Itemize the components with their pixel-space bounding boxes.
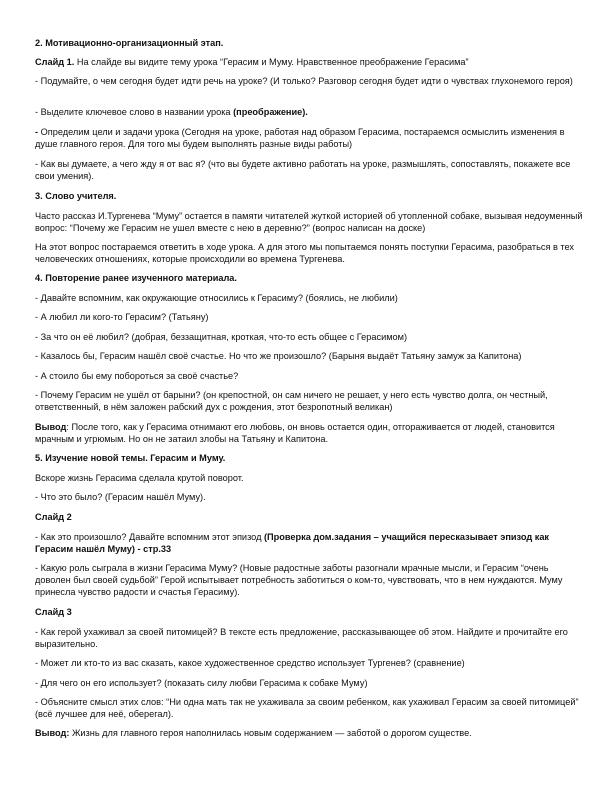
slide-3-question-3: - Для чего он его использует? (показать силу любви Герасима к собаке Муму) [35, 678, 368, 688]
conclusion-review: Вывод: После того, как у Герасима отнимают его любовь, он вновь остается один, отгораживается от людей, становится мрачным и угрюмым. Но он не затаил злобы на Татьяну и Капитона. [35, 422, 555, 445]
teacher-answer-paragraph: На этот вопрос постараемся ответить в ходе урока. А для этого мы попытаемся понять поступки Герасима, разобраться в тех человеческих отношениях, которые происходили во времена Тургенева. [35, 242, 575, 265]
slide-3-question-2: - Может ли кто-то из вас сказать, какое художественное средство использует Тургенев? (сравнение) [35, 658, 465, 668]
slide-3-question-4: - Объясните смысл этих слов: “Ни одна мать так не ухаживала за своим ребенком, как ухаживал Герасим за своей питомицей” (всё лучшее для неё, оберегал). [35, 697, 579, 720]
new-topic-question: - Что это было? (Герасим нашёл Муму). [35, 492, 206, 502]
section-heading-motivation: 2. Мотивационно-организационный этап. [35, 38, 224, 48]
question-lesson-topic: - Подумайте, о чем сегодня будет идти речь на уроке? (И только? Разговор сегодня будет идти о чувствах глухонемого героя) [35, 76, 573, 86]
section-heading-teacher-word: 3. Слово учителя. [35, 191, 117, 201]
review-question-1: - Давайте вспомним, как окружающие относились к Герасиму? (боялись, не любили) [35, 293, 398, 303]
new-topic-intro: Вскоре жизнь Герасима сделала крутой поворот. [35, 473, 244, 483]
teacher-intro-paragraph: Часто рассказ И.Тургенева “Муму” остается в памяти читателей жуткой историей об утопленной собаке, вызывая недоуменный вопрос: “Почему же Герасим не ушел вместе с нею в деревню?” (вопрос написан на доске) [35, 211, 583, 234]
slide-3-question-1: - Как герой ухаживал за своей питомицей? В тексте есть предложение, рассказывающее об этом. Найдите и прочитайте его выразительно. [35, 627, 568, 650]
final-conclusion: Вывод: Жизнь для главного героя наполнилась новым содержанием — заботой о дорогом существе. [35, 728, 472, 738]
teacher-expectations-paragraph: - Как вы думаете, а чего жду я от вас я? (что вы будете активно работать на уроке, размышлять, сопоставлять, покажете все свои умения). [35, 159, 571, 182]
section-heading-review: 4. Повторение ранее изученного материала. [35, 273, 237, 283]
review-question-6: - Почему Герасим не ушёл от барыни? (он крепостной, он сам ничего не решает, у него есть чувство долга, он честный, ответственный, в нём заложен рабский дух с рождения, этот безропотный великан) [35, 390, 548, 413]
mumu-role-paragraph: - Какую роль сыграла в жизни Герасима Муму? (Новые радостные заботы разогнали мрачные мысли, и Герасим “очень доволен был своей судьбой” Герой испытывает потребность заботиться о ком-то, чувствовать, что в нем нуждаются. Муму принесла чувство радости и счастья Герасиму). [35, 563, 563, 598]
review-question-5: - А стоило бы ему побороться за своё счастье? [35, 371, 239, 381]
lesson-goals-paragraph: - Определим цели и задачи урока (Сегодня на уроке, работая над образом Герасима, постараемся осмыслить изменения в душе главного героя. Для того мы будем выполнять разные виды работы) [35, 127, 565, 150]
section-heading-new-topic: 5. Изучение новой темы. Герасим и Муму. [35, 453, 226, 463]
slide-2-question: - Как это произошло? Давайте вспомним этот эпизод (Проверка дом.задания – учащийся пересказывает эпизод как Герасим нашёл Муму) - стр.33 [35, 532, 550, 555]
review-question-4: - Казалось бы, Герасим нашёл своё счастье. Но что же произошло? (Барыня выдаёт Татьяну замуж за Капитона) [35, 351, 522, 361]
review-question-2: - А любил ли кого-то Герасим? (Татьяну) [35, 312, 209, 322]
slide-3-heading: Слайд 3 [35, 607, 72, 617]
review-question-3: - За что он её любил? (добрая, беззащитная, кроткая, что-то есть общее с Герасимом) [35, 332, 408, 342]
slide-1-paragraph: Слайд 1. На слайде вы видите тему урока “Герасим и Муму. Нравственное преображение Герасима” [35, 57, 469, 67]
keyword-instruction: - Выделите ключевое слово в названии урока (преображение). [35, 107, 308, 117]
slide-2-heading: Слайд 2 [35, 512, 72, 522]
